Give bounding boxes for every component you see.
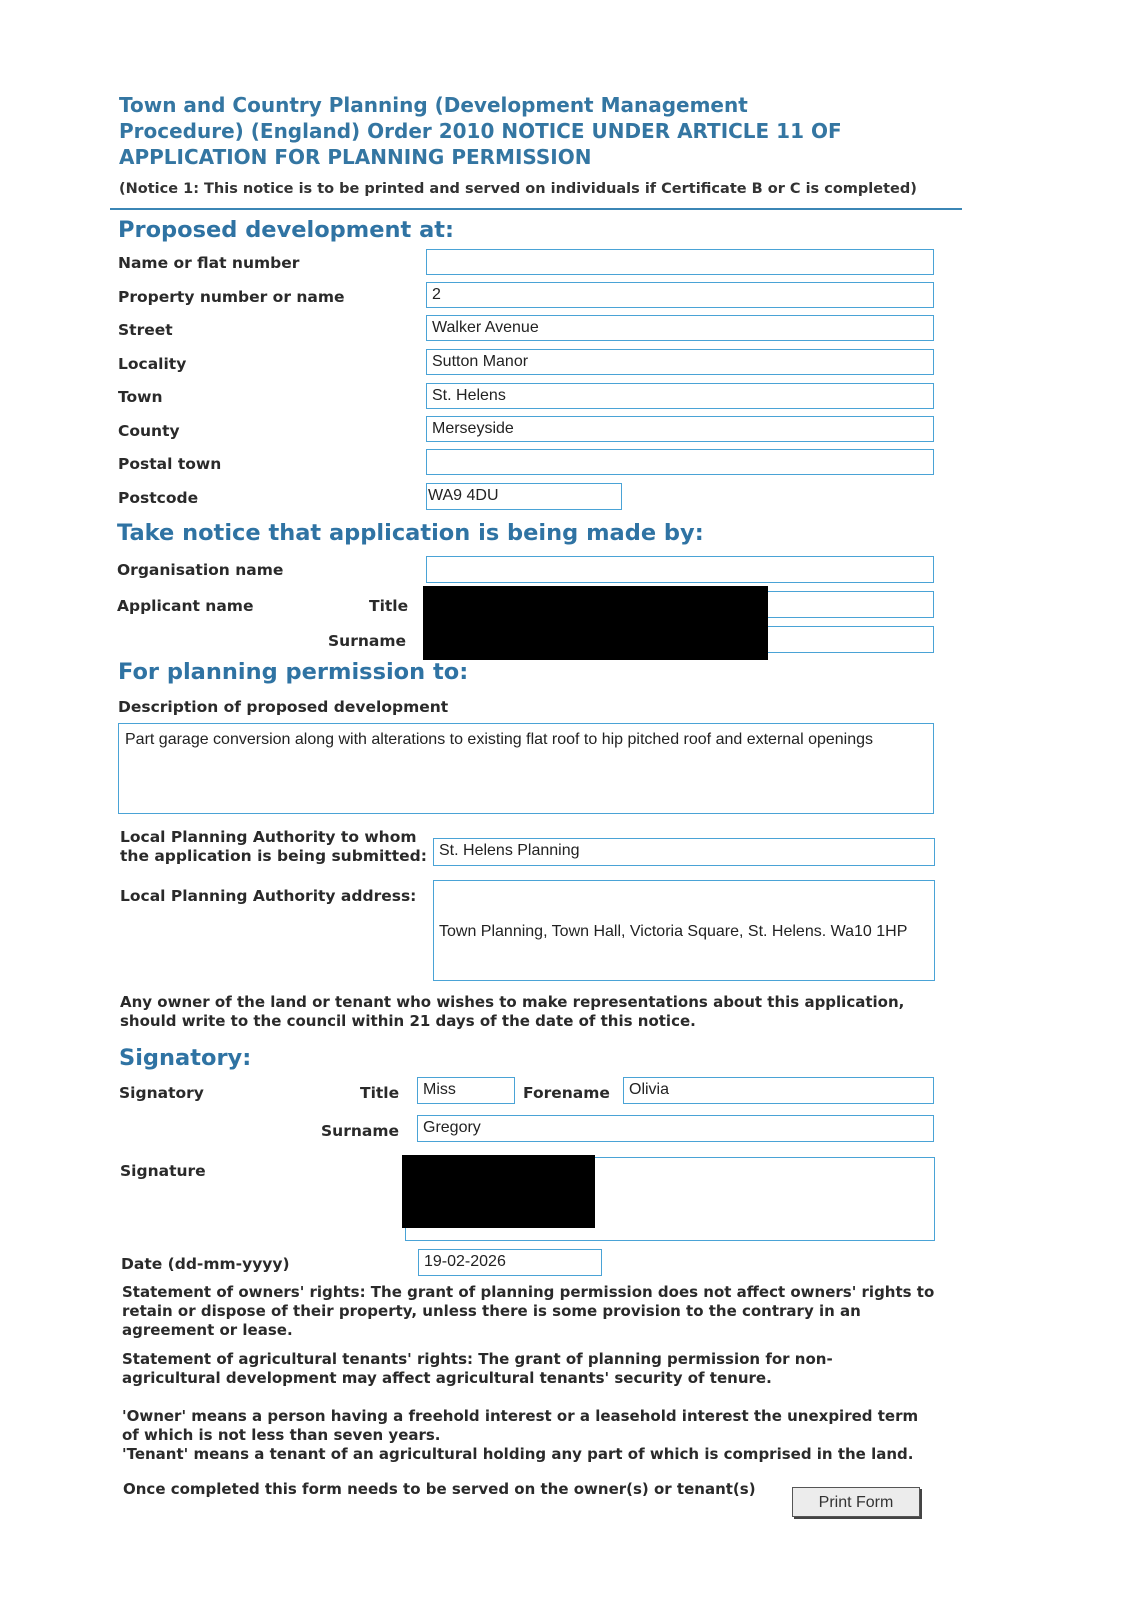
- section-heading-applicant: Take notice that application is being made by:: [117, 520, 704, 546]
- date-field[interactable]: 19-02-2026: [418, 1249, 602, 1276]
- redaction-block: [423, 586, 768, 660]
- lpa-field[interactable]: St. Helens Planning: [433, 838, 935, 866]
- signatory-label: Signatory: [119, 1084, 204, 1102]
- signatory-title-label: Title: [360, 1084, 400, 1102]
- tenant-definition-text: 'Tenant' means a tenant of an agricultural holding any part of which is comprised in the land.: [122, 1445, 914, 1463]
- town-label: Town: [118, 388, 163, 406]
- lpa-label: [120, 828, 427, 866]
- postcode-field[interactable]: WA9 4DU: [426, 483, 622, 510]
- property-field[interactable]: 2: [426, 282, 934, 308]
- forename-field[interactable]: Olivia: [623, 1077, 934, 1104]
- street-field[interactable]: Walker Avenue: [426, 315, 934, 341]
- notice-text: (Notice 1: This notice is to be printed and served on individuals if Certificate B or C is completed): [119, 181, 917, 197]
- section-heading-development: Proposed development at:: [118, 217, 455, 243]
- lpa-address-label: Local Planning Authority address:: [120, 887, 417, 905]
- name-field[interactable]: [426, 249, 934, 275]
- name-label: Name or flat number: [118, 254, 300, 272]
- description-field[interactable]: Part garage conversion along with alterations to existing flat roof to hip pitched roof and external openings: [118, 723, 934, 814]
- served-text: Once completed this form needs to be served on the owner(s) or tenant(s): [123, 1480, 756, 1498]
- street-label: Street: [118, 321, 173, 339]
- locality-label: Locality: [118, 355, 187, 373]
- signature-label: Signature: [120, 1162, 206, 1180]
- section-heading-permission: For planning permission to:: [118, 659, 469, 685]
- print-form-button[interactable]: Print Form: [792, 1487, 920, 1517]
- lpa-label-line-1: Local Planning Authority to whom: [120, 828, 417, 846]
- description-label: Description of proposed development: [118, 698, 449, 716]
- signatory-title-field[interactable]: Miss: [417, 1077, 515, 1104]
- applicant-title-label: Title: [369, 597, 409, 615]
- town-field[interactable]: St. Helens: [426, 383, 934, 409]
- tenants-rights-text: Statement of agricultural tenants' rights: The grant of planning permission for non-agricultural development may affect agricultural tenants' security of tenure.: [122, 1350, 833, 1387]
- property-label: Property number or name: [118, 288, 345, 306]
- signatory-surname-field[interactable]: Gregory: [417, 1115, 934, 1142]
- forename-label: Forename: [523, 1084, 610, 1102]
- organisation-label: Organisation name: [117, 561, 284, 579]
- county-label: County: [118, 422, 180, 440]
- lpa-label-line-2: the application is being submitted:: [120, 847, 427, 865]
- date-label: Date (dd-mm-yyyy): [121, 1255, 290, 1273]
- applicant-surname-label: Surname: [328, 632, 406, 650]
- postal-town-field[interactable]: [426, 449, 934, 475]
- owners-rights-text: Statement of owners' rights: The grant of planning permission does not affect owners' rights to retain or dispose of their property, unless there is some provision to the contrary in an agreement or lease.: [122, 1283, 935, 1339]
- owner-definition-text: 'Owner' means a person having a freehold interest or a leasehold interest the unexpired term of which is not less than seven years.: [122, 1407, 919, 1444]
- applicant-name-label: Applicant name: [117, 597, 254, 615]
- lpa-address-field[interactable]: Town Planning, Town Hall, Victoria Square, St. Helens. Wa10 1HP: [433, 880, 935, 981]
- header-divider: [110, 208, 962, 210]
- postcode-label: Postcode: [118, 489, 199, 507]
- locality-field[interactable]: Sutton Manor: [426, 349, 934, 375]
- organisation-field[interactable]: [426, 556, 934, 583]
- form-title: Town and Country Planning (Development Management Procedure) (England) Order 2010 NOTICE UNDER ARTICLE 11 OF APPLICATION FOR PLANNING PERMISSION: [119, 93, 842, 169]
- postal-town-label: Postal town: [118, 455, 222, 473]
- section-heading-signatory: Signatory:: [119, 1045, 252, 1071]
- signature-redaction: [402, 1155, 595, 1228]
- representations-text: Any owner of the land or tenant who wishes to make representations about this application, should write to the council within 21 days of the date of this notice.: [120, 993, 905, 1030]
- county-field[interactable]: Merseyside: [426, 416, 934, 442]
- signatory-surname-label: Surname: [321, 1122, 399, 1140]
